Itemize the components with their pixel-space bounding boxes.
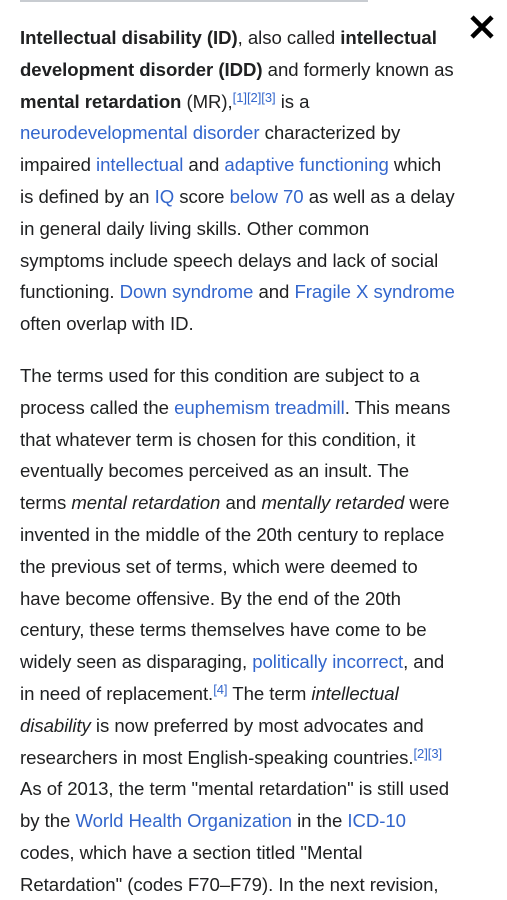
- term-idd: intellectual: [340, 27, 437, 48]
- link-down-syndrome[interactable]: Down syndrome: [119, 281, 254, 303]
- link-world-health-organization[interactable]: World Health Organization: [75, 810, 292, 832]
- citation-link[interactable]: [1][2][3]: [232, 89, 276, 105]
- term-intellectual-disability: Intellectual disability (ID): [20, 27, 238, 48]
- link-intellectual[interactable]: intellectual: [96, 154, 184, 176]
- link-adaptive-functioning[interactable]: adaptive functioning: [224, 154, 389, 176]
- citation-link[interactable]: [4]: [213, 681, 228, 697]
- top-divider: [20, 0, 368, 2]
- term-mental-retardation-italic: mental retardation: [71, 492, 221, 514]
- link-fragile-x-syndrome[interactable]: Fragile X syndrome: [294, 281, 455, 303]
- term-mental-retardation: mental retardation: [20, 90, 182, 112]
- citation-refs: [233, 90, 276, 105]
- citation-link[interactable]: [2][3]: [413, 745, 443, 761]
- term-disability-italic: disability: [20, 714, 91, 736]
- term-intellectual-italic: intellectual: [311, 682, 399, 704]
- article-content: [20, 22, 490, 900]
- term-idd-cont: development disorder (IDD): [20, 58, 263, 80]
- link-euphemism-treadmill[interactable]: euphemism treadmill: [174, 396, 345, 418]
- citation-ref-4: [213, 682, 227, 697]
- link-iq[interactable]: IQ: [154, 185, 175, 207]
- intro-paragraph: Intellectual disability (ID), also called intellectual development disorder (IDD) and formerly known as mental retardation (MR),[1][2][3] is a neurodevelopmental disorder characterized by impaired intellectual and adaptive functioning which is defined by an IQ score below 70 as well as a delay in general daily living skills. Other common symptoms include speech delays and lack of social functioning. Down syndrome and Fragile X syndrome often overlap with ID.: [20, 27, 455, 335]
- link-neurodevelopmental-disorder[interactable]: neurodevelopmental disorder: [20, 122, 260, 144]
- link-below-70[interactable]: below 70: [229, 185, 304, 207]
- citation-refs-2-3: [413, 746, 442, 761]
- terminology-paragraph: The terms used for this condition are subject to a process called the euphemism treadmill. This means that whatever term is chosen for this condition, it eventually becomes perceived as an insult. The terms mental retardation and mentally retarded were invented in the middle of the 20th century to replace the previous set of terms, which were deemed to have become offensive. By the end of the 20th century, these terms themselves have come to be widely seen as disparaging, politically incorrect, and in need of replacement.[4] The term intellectual disability is now preferred by most advocates and researchers in most English-speaking countries.[2][3] As of 2013, the term "mental retardation" is still used by the World Health Organization in the ICD-10 codes, which have a section titled "Mental Retardation" (codes F70–F79). In the next revision,: [20, 364, 451, 895]
- term-mentally-retarded-italic: mentally retarded: [261, 492, 405, 514]
- link-icd-10[interactable]: ICD-10: [347, 810, 406, 832]
- link-politically-incorrect[interactable]: politically incorrect: [252, 651, 404, 673]
